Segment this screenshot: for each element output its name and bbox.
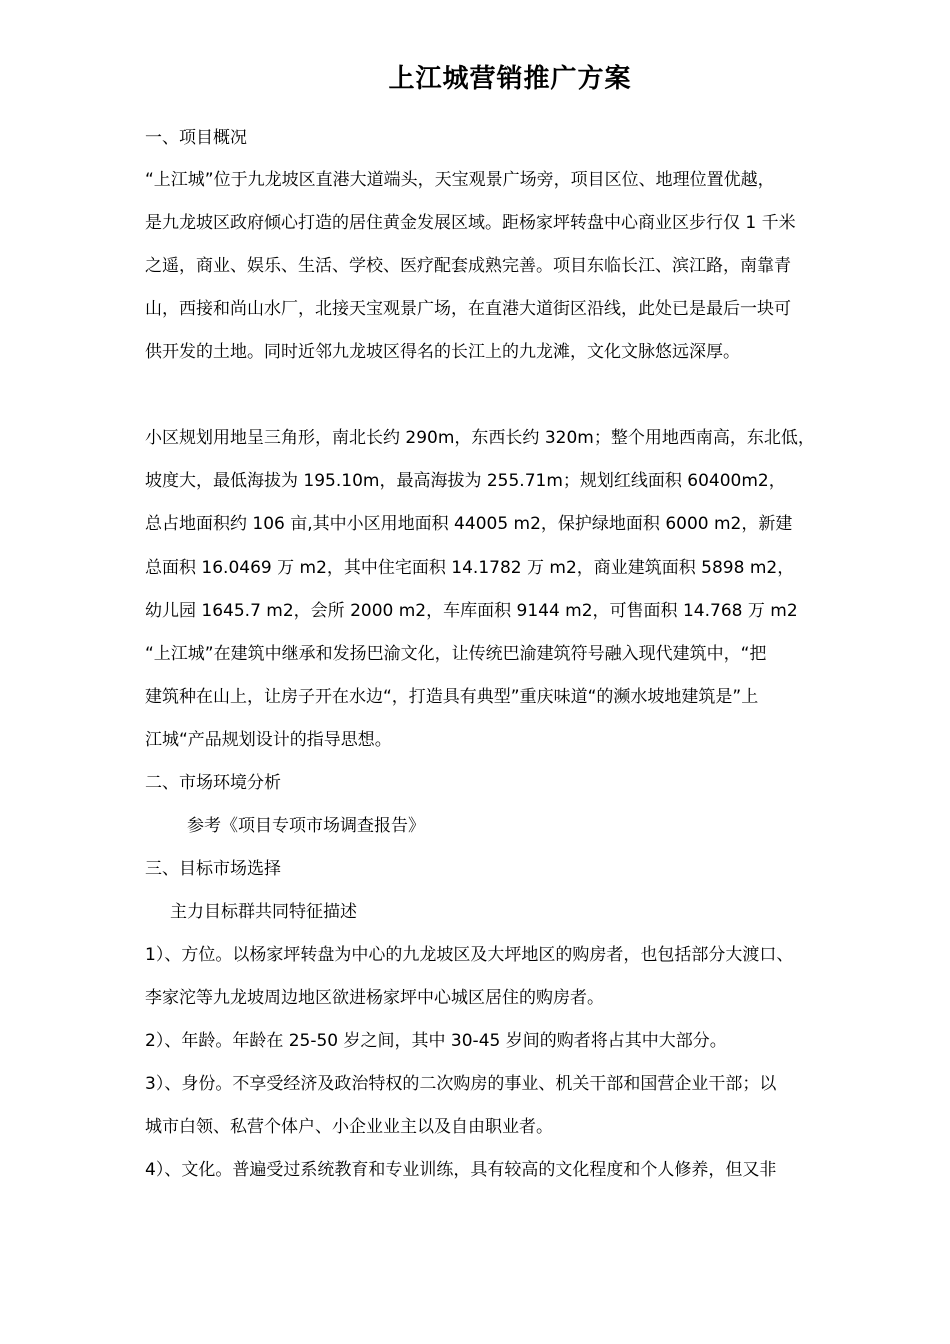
section-heading-market-analysis: 二、市场环境分析 xyxy=(145,773,281,793)
paragraph-line: 江城“产品规划设计的指导思想。 xyxy=(145,730,392,750)
paragraph-line: “上江城”位于九龙坡区直港大道端头，天宝观景广场旁，项目区位、地理位置优越， xyxy=(145,170,775,190)
list-item-line: 2）、年龄。年龄在 25-50 岁之间，其中 30-45 岁间的购者将占其中大部分。 xyxy=(145,1031,727,1051)
paragraph-line: 坡度大，最低海拔为 195.10m，最高海拔为 255.71m；规划红线面积 60400m2， xyxy=(145,471,786,491)
list-item-line: 4）、文化。普遍受过系统教育和专业训练，具有较高的文化程度和个人修养，但又非 xyxy=(145,1160,777,1180)
section-heading-target-market: 三、目标市场选择 xyxy=(145,859,281,879)
paragraph-line: 总占地面积约 106 亩,其中小区用地面积 44005 m2，保护绿地面积 6000 m2，新建 xyxy=(145,514,793,534)
paragraph-line: 供开发的土地。同时近邻九龙坡区得名的长江上的九龙滩，文化文脉悠远深厚。 xyxy=(145,342,740,362)
paragraph-line: “上江城”在建筑中继承和发扬巴渝文化，让传统巴渝建筑符号融入现代建筑中，“把 xyxy=(145,644,767,664)
paragraph-line: 幼儿园 1645.7 m2，会所 2000 m2，车库面积 9144 m2，可售面积 14.768 万 m2 xyxy=(145,601,798,621)
list-item-line: 城市白领、私营个体户、小企业业主以及自由职业者。 xyxy=(145,1117,553,1137)
document-title: 上江城营销推广方案 xyxy=(388,64,632,94)
reference-line: 参考《项目专项市场调查报告》 xyxy=(187,816,425,836)
paragraph-line: 小区规划用地呈三角形，南北长约 290m，东西长约 320m；整个用地西南高，东北低， xyxy=(145,428,815,448)
list-item-line: 李家沱等九龙坡周边地区欲进杨家坪中心城区居住的购房者。 xyxy=(145,988,604,1008)
paragraph-line: 是九龙坡区政府倾心打造的居住黄金发展区域。距杨家坪转盘中心商业区步行仅 1 千米 xyxy=(145,213,796,233)
section-heading-project-overview: 一、项目概况 xyxy=(145,128,247,148)
list-item-line: 3）、身份。不享受经济及政治特权的二次购房的事业、机关干部和国营企业干部；以 xyxy=(145,1074,777,1094)
paragraph-line: 总面积 16.0469 万 m2，其中住宅面积 14.1782 万 m2，商业建筑面积 5898 m2， xyxy=(145,558,795,578)
list-item-line: 1）、方位。以杨家坪转盘为中心的九龙坡区及大坪地区的购房者，也包括部分大渡口、 xyxy=(145,945,794,965)
subheading-line: 主力目标群共同特征描述 xyxy=(170,902,357,922)
paragraph-line: 山，西接和尚山水厂，北接天宝观景广场，在直港大道街区沿线，此处已是最后一块可 xyxy=(145,299,791,319)
paragraph-line: 之遥，商业、娱乐、生活、学校、医疗配套成熟完善。项目东临长江、滨江路，南靠青 xyxy=(145,256,791,276)
paragraph-line: 建筑种在山上，让房子开在水边“，打造具有典型”重庆味道“的濒水坡地建筑是”上 xyxy=(145,687,759,707)
